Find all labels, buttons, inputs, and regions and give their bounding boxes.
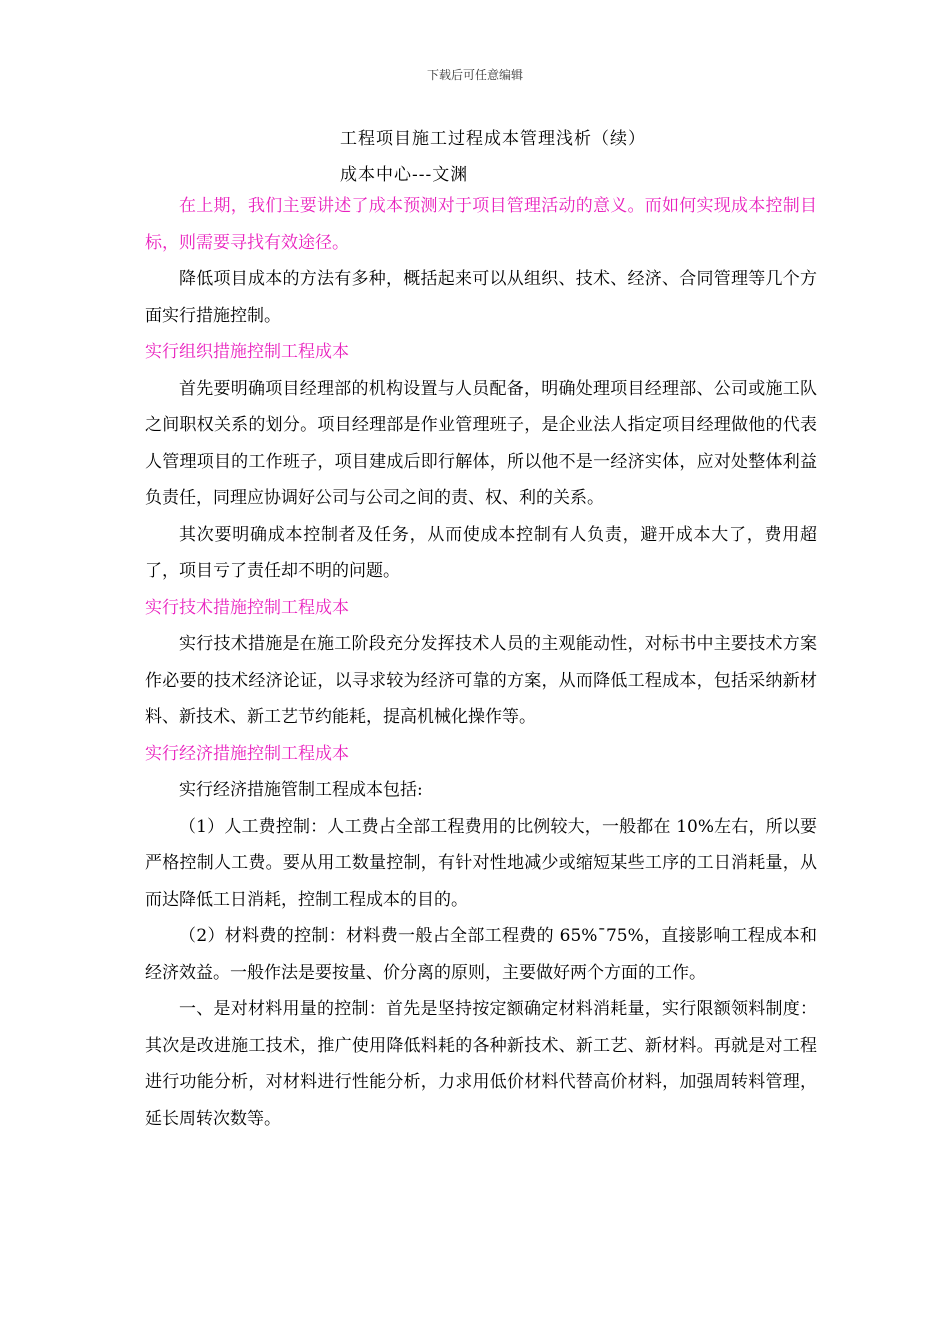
document-author: 成本中心---文渊 bbox=[340, 165, 469, 185]
intro-paragraph: 在上期，我们主要讲述了成本预测对于项目管理活动的意义。而如何实现成本控制目标，则需要寻找有效途径。 bbox=[145, 196, 817, 253]
body-paragraph: （1）人工费控制：人工费占全部工程费用的比例较大，一般都在 10%左右，所以要严格控制人工费。要从用工数量控制，有针对性地减少或缩短某些工序的工日消耗量，从而达降低工日消耗，控制工程成本的目的。 bbox=[145, 816, 817, 910]
section-heading-technical: 实行技术措施控制工程成本 bbox=[145, 597, 349, 618]
body-paragraph: 首先要明确项目经理部的机构设置与人员配备，明确处理项目经理部、公司或施工队之间职权关系的划分。项目经理部是作业管理班子，是企业法人指定项目经理做他的代表人管理项目的工作班子，项目建成后即行解体，所以他不是一经济实体，应对处整体利益负责任，同理应协调好公司与公司之间的责、权、利的关系。 bbox=[145, 378, 817, 508]
section-heading-organization: 实行组织措施控制工程成本 bbox=[145, 342, 349, 362]
body-paragraph: 实行经济措施管制工程成本包括: bbox=[179, 780, 423, 800]
body-paragraph: 实行技术措施是在施工阶段充分发挥技术人员的主观能动性，对标书中主要技术方案作必要的技术经济论证，以寻求较为经济可靠的方案，从而降低工程成本，包括采纳新材料、新技术、新工艺节约能耗，提高机械化操作等。 bbox=[145, 634, 817, 727]
document-title: 工程项目施工过程成本管理浅析（续） bbox=[340, 129, 646, 149]
body-paragraph: （2）材料费的控制：材料费一般占全部工程费的 65%¯75%，直接影响工程成本和经济效益。一般作法是要按量、价分离的原则，主要做好两个方面的工作。 bbox=[145, 926, 817, 983]
header-note: 下载后可任意编辑 bbox=[426, 68, 523, 82]
document-body bbox=[145, 188, 817, 1137]
body-paragraph: 一、是对材料用量的控制：首先是坚持按定额确定材料消耗量，实行限额领料制度：其次是改进施工技术，推广使用降低料耗的各种新技术、新工艺、新材料。再就是对工程进行功能分析，对材料进行性能分析，力求用低价材料代替高价材料，加强周转料管理，延长周转次数等。 bbox=[145, 999, 817, 1129]
body-paragraph: 降低项目成本的方法有多种，概括起来可以从组织、技术、经济、合同管理等几个方面实行措施控制。 bbox=[145, 269, 817, 326]
body-paragraph: 其次要明确成本控制者及任务，从而使成本控制有人负责，避开成本大了，费用超了，项目亏了责任却不明的问题。 bbox=[145, 524, 817, 581]
section-heading-economic: 实行经济措施控制工程成本 bbox=[145, 743, 349, 764]
